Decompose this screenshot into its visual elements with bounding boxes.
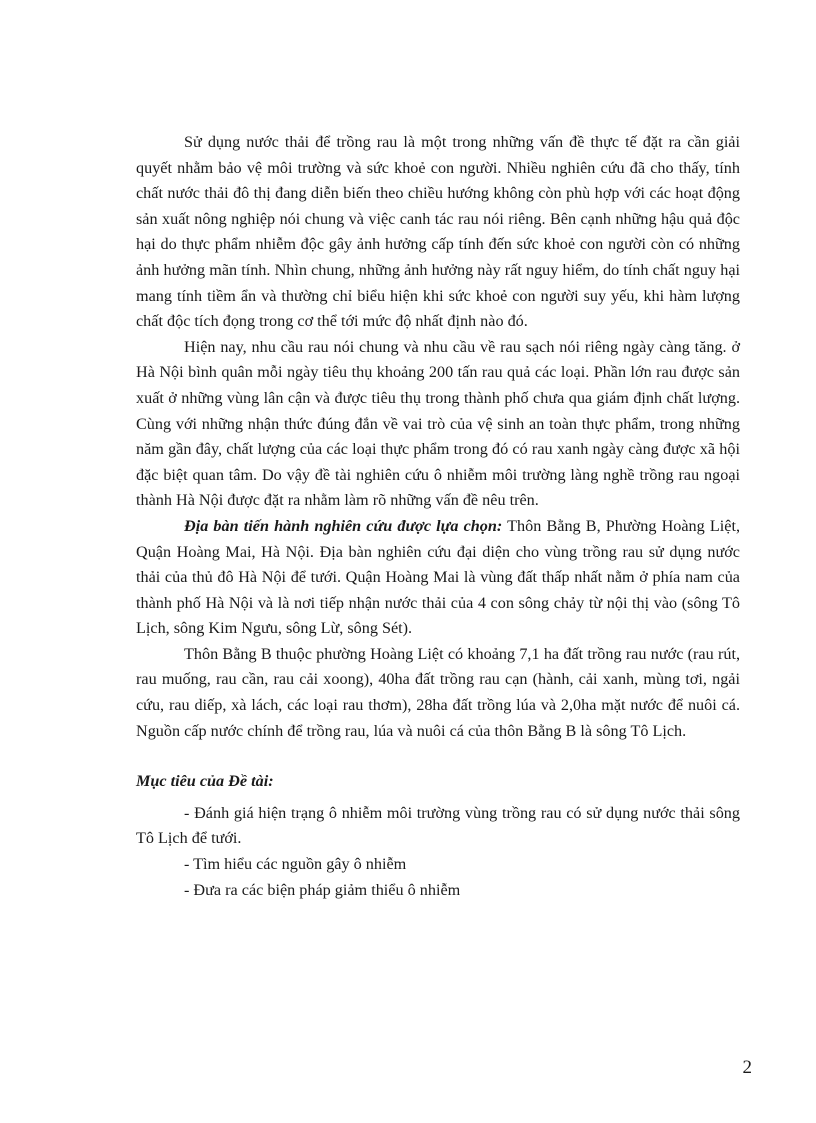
paragraph-study-area bbox=[136, 514, 740, 642]
objective-item: - Tìm hiểu các nguồn gây ô nhiễm bbox=[184, 855, 407, 874]
paragraph-demand-clean-vegetables: Hiện nay, nhu cầu rau nói chung và nhu cầu về rau sạch nói riêng ngày càng tăng. ở Hà Nội bình quân mỗi ngày tiêu thụ khoảng 200 tấn rau quả các loại. Phần lớn rau được sản xuất ở những vùng lân cận và được tiêu thụ trong thành phố chưa qua giám định chất lượng. Cùng với những nhận thức đúng đắn về vai trò của vệ sinh an toàn thực phẩm, trong những năm gần đây, chất lượng của các loại thực phẩm trong đó có rau xanh ngày càng được xã hội đặc biệt quan tâm. Do vậy đề tài nghiên cứu ô nhiễm môi trường làng nghề trồng rau ngoại thành Hà Nội được đặt ra nhằm làm rõ những vấn đề nêu trên. bbox=[136, 337, 740, 510]
objective-item: - Đưa ra các biện pháp giảm thiểu ô nhiễm bbox=[184, 880, 461, 899]
study-area-text: Thôn Bằng B, Phường Hoàng Liệt, Quận Hoàng Mai, Hà Nội. Địa bàn nghiên cứu đại diện cho vùng trồng rau sử dụng nước thải của thủ đô Hà Nội để tưới. Quận Hoàng Mai là vùng đất thấp nhất nằm ở phía nam của thành phố Hà Nội và là nơi tiếp nhận nước thải của 4 con sông chảy từ nội thị vào (sông Tô Lịch, sông Kim Ngưu, sông Lừ, sông Sét). bbox=[136, 516, 740, 638]
paragraph-wastewater-vegetables: Sử dụng nước thải để trồng rau là một trong những vấn đề thực tế đặt ra cần giải quyết nhằm bảo vệ môi trường và sức khoẻ con người. Nhiều nghiên cứu đã cho thấy, tính chất nước thải đô thị đang diễn biến theo chiều hướng không còn phù hợp với các hoạt động sản xuất nông nghiệp nói chung và việc canh tác rau nói riêng. Bên cạnh những hậu quả độc hại do thực phẩm nhiễm độc gây ảnh hưởng cấp tính đến sức khoẻ con người còn có những ảnh hưởng mãn tính. Nhìn chung, những ảnh hưởng này rất nguy hiểm, do tính chất nguy hại mang tính tiềm ẩn và thường chỉ biểu hiện khi sức khoẻ con người suy yếu, khi hàm lượng chất độc tích đọng trong cơ thể tới mức độ nhất định nào đó. bbox=[136, 133, 740, 331]
section-gap bbox=[136, 744, 740, 769]
page-number: 2 bbox=[742, 1057, 752, 1078]
page-body bbox=[136, 130, 740, 903]
objective-item: - Đánh giá hiện trạng ô nhiễm môi trường vùng trồng rau có sử dụng nước thải sông Tô Lịch để tưới. bbox=[136, 803, 740, 848]
paragraph-bang-b-land-use: Thôn Bằng B thuộc phường Hoàng Liệt có khoảng 7,1 ha đất trồng rau nước (rau rút, rau muống, rau cần, rau cải xoong), 40ha đất trồng rau cạn (hành, cải xanh, mùng tơi, ngải cứu, rau diếp, xà lách, các loại rau thơm), 28ha đất trồng lúa và 2,0ha mặt nước để nuôi cá. Nguồn cấp nước chính để trồng rau, lúa và nuôi cá của thôn Bằng B là sông Tô Lịch. bbox=[136, 644, 740, 740]
objectives-heading: Mục tiêu của Đề tài: bbox=[136, 772, 274, 791]
study-area-label: Địa bàn tiến hành nghiên cứu được lựa chọn: bbox=[184, 516, 503, 535]
